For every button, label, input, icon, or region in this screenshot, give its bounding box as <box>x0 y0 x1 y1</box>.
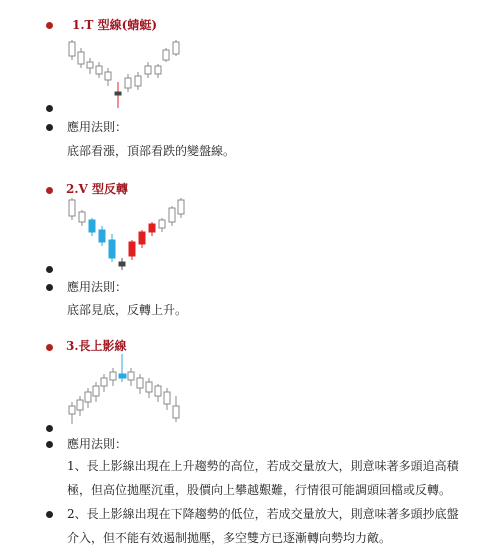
section-3-rule-label: 應用法則： <box>67 437 128 451</box>
section-3-bullet <box>46 344 53 351</box>
candle <box>169 208 175 222</box>
t-line-candlestick-chart <box>66 38 186 113</box>
candle <box>96 66 102 74</box>
candle <box>137 378 143 388</box>
candle <box>115 92 121 95</box>
section-3-rule-text-2: 2、長上影線出現在下降趨勢的低位，若成交量放大，則意味著多頭抄底盤介入，但不能有效遏制拋壓，多空雙方已逐漸轉向勢均力敵。 <box>67 507 459 545</box>
candle <box>139 232 145 244</box>
section-2-rule-label: 應用法則： <box>67 280 128 294</box>
candle <box>69 42 75 56</box>
long-upper-shadow-candlestick-chart <box>66 352 186 427</box>
v-reversal-candlestick-chart <box>66 196 186 271</box>
candle <box>129 242 135 256</box>
candle <box>85 392 91 402</box>
candle <box>146 382 152 392</box>
candle <box>155 66 161 74</box>
section-1-bullet <box>46 22 53 29</box>
candle <box>110 372 116 380</box>
section-1-rule-bullet <box>46 124 53 131</box>
t-line-candles <box>69 40 179 108</box>
candle <box>163 50 169 60</box>
candle <box>69 200 75 216</box>
candle <box>101 378 107 386</box>
candle <box>109 240 115 258</box>
candle <box>178 200 184 214</box>
candle <box>125 78 131 88</box>
section-1-title: 1.T 型線(蜻蜓) <box>72 18 157 32</box>
candle <box>78 52 84 64</box>
section-3-title: 3.長上影線 <box>66 339 127 353</box>
candle <box>128 372 134 380</box>
candle <box>69 406 75 414</box>
candle <box>105 72 111 80</box>
section-3-rule-2-bullet <box>46 511 53 518</box>
candle <box>173 42 179 54</box>
section-2-bullet <box>46 187 53 194</box>
section-3-rule-bullet <box>46 441 53 448</box>
candle <box>155 386 161 396</box>
candle <box>87 62 93 68</box>
section-2-title: 2.V 型反轉 <box>66 182 129 196</box>
candle <box>119 262 125 266</box>
v-reversal-candles <box>69 198 184 270</box>
candle <box>135 76 141 86</box>
section-2-rule-bullet <box>46 284 53 291</box>
section-1-empty-bullet <box>46 105 53 112</box>
candle <box>164 392 170 404</box>
section-1-rule-label: 應用法則： <box>67 120 128 134</box>
section-2-empty-bullet <box>46 266 53 273</box>
section-3-rule-text-1: 1、長上影線出現在上升趨勢的高位，若成交量放大，則意味著多頭追高積極，但高位拋壓沉重，股價向上攀越艱難，行情很可能調頭回檔或反轉。 <box>67 459 459 497</box>
candle <box>119 374 126 378</box>
candle <box>159 220 165 228</box>
candle <box>99 230 105 242</box>
candle <box>79 212 85 222</box>
candle <box>173 406 179 418</box>
section-1-rule-text: 底部看漲，頂部看跌的變盤線。 <box>67 144 236 158</box>
candle <box>89 220 95 232</box>
long-upper-shadow-candles <box>69 354 179 424</box>
candle <box>93 386 99 396</box>
section-2-rule-text: 底部見底，反轉上升。 <box>67 303 188 317</box>
candle <box>77 400 83 410</box>
candle <box>149 224 155 232</box>
candle <box>145 66 151 74</box>
section-3-empty-bullet <box>46 425 53 432</box>
